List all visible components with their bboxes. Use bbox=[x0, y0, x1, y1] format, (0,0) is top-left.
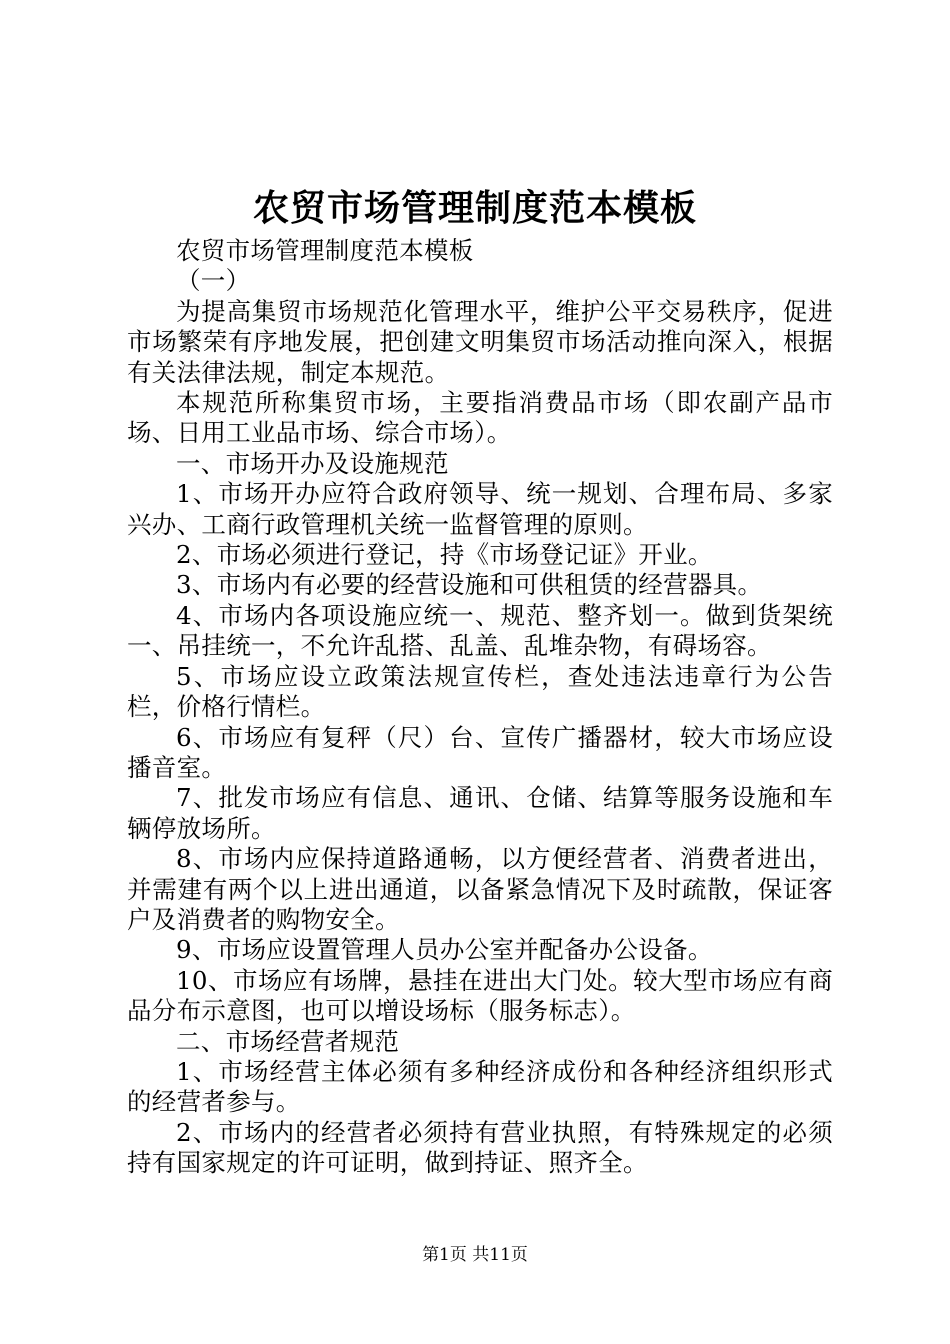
section-heading-operators: 二、市场经营者规范 bbox=[176, 1026, 400, 1056]
paragraph-item: 4、市场内各项设施应统一、规范、整齐划一。做到货架统一、吊挂统一，不允许乱搭、乱盖、乱堆杂物，有碍场容。 bbox=[127, 600, 833, 661]
document-body bbox=[127, 236, 833, 1179]
paragraph-item: 7、批发市场应有信息、通讯、仓储、结算等服务设施和车辆停放场所。 bbox=[127, 783, 833, 843]
paragraph-subtitle: 农贸市场管理制度范本模板 bbox=[176, 236, 474, 265]
paragraph-section-marker: （一） bbox=[176, 266, 251, 296]
paragraph-item: 5、市场应设立政策法规宣传栏，查处违法违章行为公告栏，价格行情栏。 bbox=[127, 661, 833, 722]
paragraph-intro: 为提高集贸市场规范化管理水平，维护公平交易秩序，促进市场繁荣有序地发展，把创建文明集贸市场活动推向深入，根据有关法律法规，制定本规范。 bbox=[127, 296, 833, 387]
paragraph-item: 3、市场内有必要的经营设施和可供租赁的经营器具。 bbox=[176, 570, 763, 600]
paragraph-item: 1、市场开办应符合政府领导、统一规划、合理布局、多家兴办、工商行政管理机关统一监督管理的原则。 bbox=[127, 479, 833, 539]
paragraph-item: 8、市场内应保持道路通畅，以方便经营者、消费者进出，并需建有两个以上进出通道，以备紧急情况下及时疏散，保证客户及消费者的购物安全。 bbox=[127, 844, 833, 934]
paragraph-item: 2、市场必须进行登记，持《市场登记证》开业。 bbox=[176, 540, 713, 570]
paragraph-scope: 本规范所称集贸市场，主要指消费品市场（即农副产品市场、日用工业品市场、综合市场）。 bbox=[127, 388, 833, 448]
paragraph-item: 6、市场应有复秤（尺）台、宣传广播器材，较大市场应设播音室。 bbox=[127, 722, 833, 782]
section-heading-facilities: 一、市场开办及设施规范 bbox=[176, 448, 449, 478]
page-number-footer: 第1页 共11页 bbox=[422, 1245, 528, 1265]
paragraph-item: 1、市场经营主体必须有多种经济成份和各种经济组织形式的经营者参与。 bbox=[127, 1056, 833, 1117]
paragraph-item: 2、市场内的经营者必须持有营业执照，有特殊规定的必须持有国家规定的许可证明，做到持证、照齐全。 bbox=[127, 1117, 833, 1178]
paragraph-item: 10、市场应有场牌，悬挂在进出大门处。较大型市场应有商品分布示意图，也可以增设场标（服务标志）。 bbox=[127, 965, 833, 1026]
document-title: 农贸市场管理制度范本模板 bbox=[252, 187, 697, 229]
paragraph-item: 9、市场应设置管理人员办公室并配备办公设备。 bbox=[176, 935, 713, 965]
